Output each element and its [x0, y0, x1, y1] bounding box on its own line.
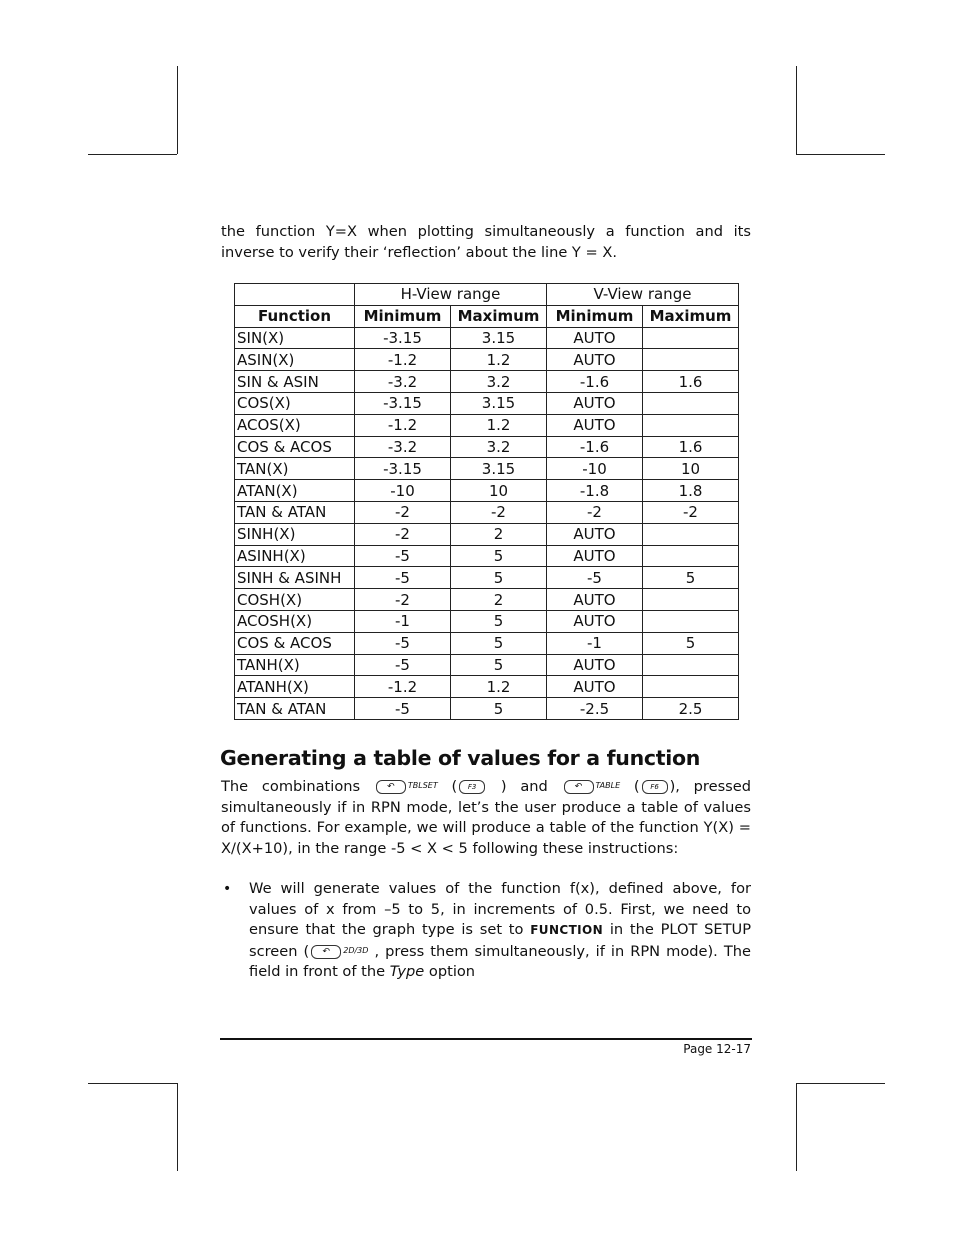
table-row: [235, 654, 739, 676]
function-cell: COS & ACOS: [235, 632, 355, 654]
value-cell: -5: [355, 567, 451, 589]
column-header: Maximum: [451, 305, 547, 327]
value-cell: 1.2: [451, 349, 547, 371]
value-cell: 2.5: [643, 698, 739, 720]
function-keyword: FUNCTION: [530, 923, 604, 937]
value-cell: 1.2: [451, 676, 547, 698]
value-cell: [643, 610, 739, 632]
value-cell: -5: [355, 654, 451, 676]
value-cell: -5: [355, 698, 451, 720]
text-run: We will generate values of the function f(x), defined above, for values of x from –5 to 5, in increments of 0.5. First, we need to ensure that the graph type is set to: [249, 880, 751, 938]
value-cell: -2: [643, 501, 739, 523]
left-shift-key-icon: ↶: [311, 945, 341, 959]
value-cell: 10: [643, 458, 739, 480]
value-cell: AUTO: [547, 327, 643, 349]
f6-key-icon: F6: [642, 780, 668, 794]
value-cell: AUTO: [547, 414, 643, 436]
value-cell: -5: [355, 632, 451, 654]
value-cell: -2: [355, 589, 451, 611]
table-row: [235, 349, 739, 371]
text-run: ), pressed simultaneously if in RPN mode, let’s the user produce a table of values of functions. For example, we will produce a table of the function Y(X) = X/(X+10), in the range -5 < X < 5 following these instructions:: [221, 778, 752, 857]
value-cell: 1.6: [643, 371, 739, 393]
view-range-table: [234, 283, 739, 720]
intro-paragraph: the function Y=X when plotting simultaneously a function and its inverse to verify their ‘reflection’ about the line Y = X.: [221, 223, 751, 261]
bullet-text: [249, 879, 751, 983]
table-row: [235, 589, 739, 611]
crop-mark: [796, 1083, 885, 1084]
function-cell: SIN(X): [235, 327, 355, 349]
value-cell: 3.15: [451, 458, 547, 480]
value-cell: -1: [355, 610, 451, 632]
crop-mark: [88, 154, 177, 155]
function-cell: COS & ACOS: [235, 436, 355, 458]
table-row: [235, 371, 739, 393]
table-row: [235, 414, 739, 436]
empty-header-cell: [235, 284, 355, 306]
value-cell: [643, 414, 739, 436]
function-cell: TAN(X): [235, 458, 355, 480]
value-cell: -3.15: [355, 392, 451, 414]
table-row: [235, 436, 739, 458]
h-view-range-header: H-View range: [355, 284, 547, 306]
value-cell: 1.2: [451, 414, 547, 436]
crop-mark: [177, 1083, 178, 1171]
table-body: [235, 327, 739, 719]
table-row: [235, 567, 739, 589]
crop-mark: [88, 1083, 177, 1084]
table-row: [235, 610, 739, 632]
value-cell: 3.15: [451, 327, 547, 349]
value-cell: -1.2: [355, 414, 451, 436]
table-row: [235, 392, 739, 414]
left-shift-key-icon: ↶: [376, 780, 406, 794]
value-cell: -5: [547, 567, 643, 589]
value-cell: AUTO: [547, 545, 643, 567]
value-cell: -3.2: [355, 436, 451, 458]
value-cell: 5: [451, 567, 547, 589]
value-cell: -1: [547, 632, 643, 654]
value-cell: [643, 545, 739, 567]
value-cell: 5: [451, 654, 547, 676]
value-cell: [643, 349, 739, 371]
text-run: in the PLOT SETUP screen (: [249, 921, 752, 960]
table-row: [235, 698, 739, 720]
value-cell: 5: [643, 567, 739, 589]
v-view-range-header: V-View range: [547, 284, 739, 306]
page-number: Page 12-17: [683, 1042, 751, 1056]
bullet-icon: •: [223, 881, 232, 897]
value-cell: 3.15: [451, 392, 547, 414]
value-cell: AUTO: [547, 676, 643, 698]
table-key-label: TABLE: [595, 781, 621, 790]
crop-mark: [796, 1083, 797, 1171]
value-cell: -3.15: [355, 458, 451, 480]
text-run: The combinations: [221, 778, 361, 795]
value-cell: [643, 392, 739, 414]
value-cell: -3.2: [355, 371, 451, 393]
value-cell: 3.2: [451, 436, 547, 458]
value-cell: [643, 676, 739, 698]
column-header-row: [235, 305, 739, 327]
value-cell: -2.5: [547, 698, 643, 720]
function-cell: ATAN(X): [235, 480, 355, 502]
2d3d-key-label: 2D/3D: [343, 945, 369, 955]
value-cell: AUTO: [547, 392, 643, 414]
value-cell: 10: [451, 480, 547, 502]
tblset-key-label: TBLSET: [407, 781, 438, 790]
table-row: [235, 480, 739, 502]
combinations-paragraph: The combinations ↶ $^{TBLSET}$ ( F3 ) and ↶ $^{TABLE}$ ( F6 ), pressed simultaneously if in RPN mode, let’s the user produce a table of values of functions. For example, we will produce a table of the function Y(X) = X/(X+10), in the range -5 < X < 5 following these instructions:: [221, 778, 752, 857]
value-cell: AUTO: [547, 610, 643, 632]
function-cell: ASINH(X): [235, 545, 355, 567]
function-cell: TANH(X): [235, 654, 355, 676]
crop-mark: [177, 66, 178, 154]
value-cell: [643, 654, 739, 676]
function-cell: ACOS(X): [235, 414, 355, 436]
table-row: [235, 545, 739, 567]
value-cell: 5: [451, 610, 547, 632]
function-cell: COS(X): [235, 392, 355, 414]
function-cell: TAN & ATAN: [235, 501, 355, 523]
section-heading: Generating a table of values for a function: [220, 746, 701, 770]
value-cell: 3.2: [451, 371, 547, 393]
value-cell: AUTO: [547, 654, 643, 676]
value-cell: -2: [451, 501, 547, 523]
f3-key-icon: F3: [459, 780, 485, 794]
value-cell: 5: [643, 632, 739, 654]
table-row: [235, 327, 739, 349]
function-cell: ACOSH(X): [235, 610, 355, 632]
value-cell: -10: [355, 480, 451, 502]
value-cell: [643, 327, 739, 349]
value-cell: -1.2: [355, 349, 451, 371]
value-cell: 5: [451, 545, 547, 567]
value-cell: [643, 589, 739, 611]
table-row: [235, 632, 739, 654]
table-row: [235, 501, 739, 523]
function-cell: ASIN(X): [235, 349, 355, 371]
value-cell: -3.15: [355, 327, 451, 349]
value-cell: -2: [355, 523, 451, 545]
table-row: [235, 676, 739, 698]
table-row: [235, 523, 739, 545]
value-cell: -1.2: [355, 676, 451, 698]
value-cell: 2: [451, 523, 547, 545]
value-cell: AUTO: [547, 589, 643, 611]
left-shift-key-icon: ↶: [564, 780, 594, 794]
function-cell: TAN & ATAN: [235, 698, 355, 720]
footer-rule: [220, 1038, 752, 1040]
table-row: [235, 458, 739, 480]
function-cell: SINH & ASINH: [235, 567, 355, 589]
value-cell: 5: [451, 632, 547, 654]
crop-mark: [796, 154, 885, 155]
value-cell: -10: [547, 458, 643, 480]
function-cell: SIN & ASIN: [235, 371, 355, 393]
column-header: Function: [235, 305, 355, 327]
crop-mark: [796, 66, 797, 154]
type-keyword: Type: [389, 963, 425, 980]
text-run: option: [428, 963, 476, 980]
value-cell: -1.8: [547, 480, 643, 502]
value-cell: -1.6: [547, 371, 643, 393]
value-cell: -2: [547, 501, 643, 523]
column-header: Minimum: [547, 305, 643, 327]
value-cell: 1.6: [643, 436, 739, 458]
value-cell: 2: [451, 589, 547, 611]
value-cell: -5: [355, 545, 451, 567]
text-run: ) and: [500, 778, 548, 795]
function-cell: ATANH(X): [235, 676, 355, 698]
value-cell: [643, 523, 739, 545]
value-cell: 1.8: [643, 480, 739, 502]
value-cell: AUTO: [547, 523, 643, 545]
value-cell: AUTO: [547, 349, 643, 371]
column-header: Minimum: [355, 305, 451, 327]
function-cell: COSH(X): [235, 589, 355, 611]
value-cell: -1.6: [547, 436, 643, 458]
function-cell: SINH(X): [235, 523, 355, 545]
value-cell: 5: [451, 698, 547, 720]
group-header-row: [235, 284, 739, 306]
value-cell: -2: [355, 501, 451, 523]
text-run: , press them simultaneously, if in RPN mode). The field in front of the: [249, 942, 751, 980]
column-header: Maximum: [643, 305, 739, 327]
